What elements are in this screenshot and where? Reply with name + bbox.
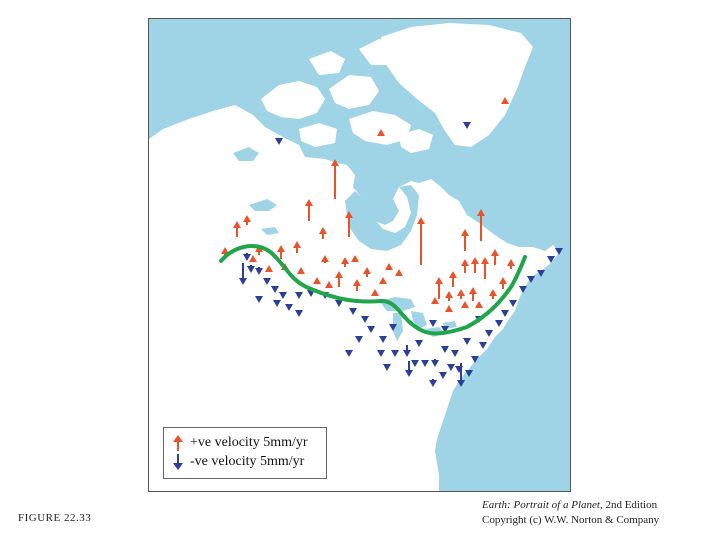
map-legend	[163, 427, 327, 479]
figure-label: FIGURE 22.33	[18, 512, 92, 524]
map-panel	[148, 18, 571, 492]
legend-subsidence-label: -ve velocity 5mm/yr	[190, 454, 305, 469]
up-arrow-icon	[172, 435, 184, 451]
book-title: Earth: Portrait of a Planet,	[482, 499, 603, 511]
legend-uplift-label: +ve velocity 5mm/yr	[190, 435, 308, 450]
legend-uplift	[190, 434, 308, 452]
edition: 2nd Edition	[602, 499, 658, 511]
down-arrow-icon	[172, 454, 184, 470]
legend-subsidence	[190, 453, 304, 471]
north-america-map	[149, 19, 571, 492]
copyright: Copyright (c) W.W. Norton & Company	[482, 514, 660, 526]
credit-block	[482, 498, 659, 528]
